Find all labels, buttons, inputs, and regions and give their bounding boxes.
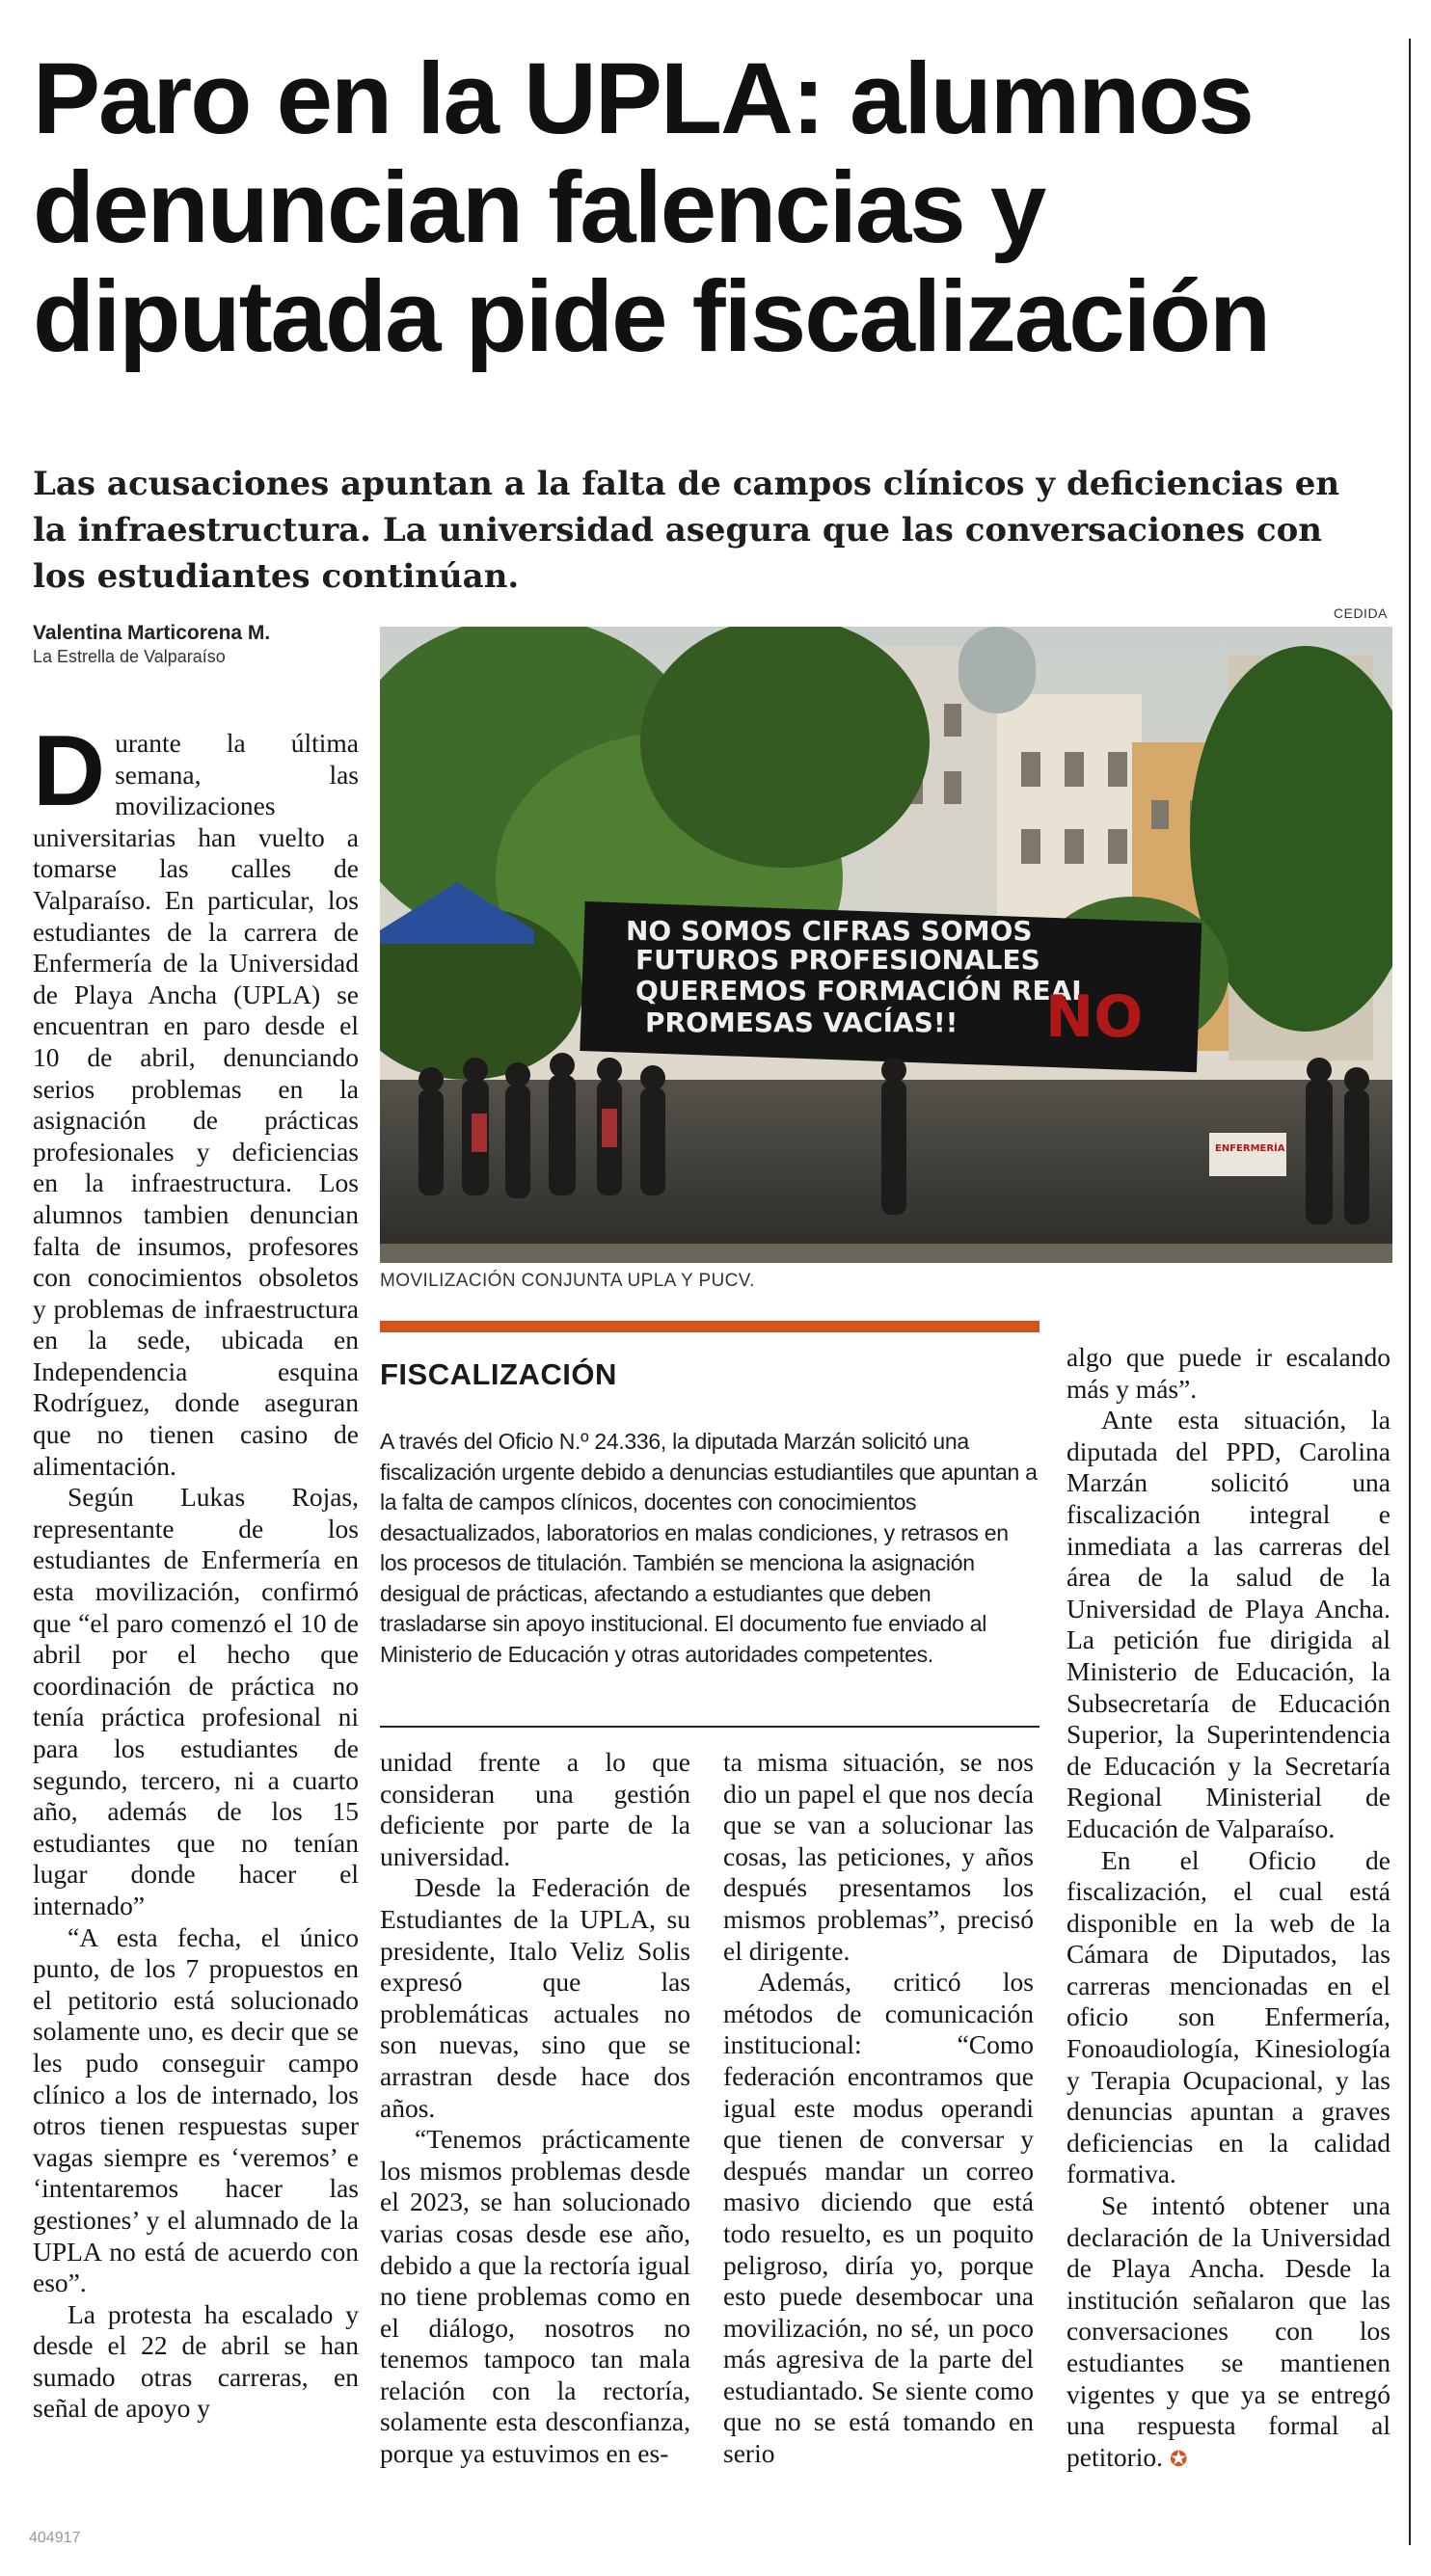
- paragraph-text: urante la última semana, las movilizaciones universitarias han vuelto a tomarse las calles de Valparaíso. En particular, los estudiantes de la carrera de Enfermería de la Universidad de Playa Ancha (UPLA) se encuentran en paro desde el 10 de abril, denunciando serios problemas en la asignación de prácticas profesionales y deficiencias en la infraestructura. Los alumnos tambien denuncian falta de insumos, profesores con conocimientos obsoletos y problemas de infraestructura en la sede, ubicada en Independencia esquina Rodríguez, donde aseguran que no tienen casino de alimentación.: [33, 728, 359, 1481]
- byline: [33, 622, 361, 667]
- body-column-2: [380, 1747, 690, 2470]
- body-paragraph: Además, criticó los métodos de comunicación institucional: “Como federación encontramos que igual este modus operandi que tienen de conversar y después mandar un correo masivo diciendo que está todo resuelto, es un poquito peligroso, diría yo, porque esto puede desembocar una movilización, no sé, un poco más agresiva de la parte del estudiantado. Se siente como que no se está tomando en serio: [723, 1967, 1034, 2469]
- body-paragraph: [1066, 2190, 1390, 2476]
- photo-caption: MOVILIZACIÓN CONJUNTA UPLA Y PUCV.: [380, 1271, 755, 1291]
- body-paragraph: Según Lukas Rojas, representante de los estudiantes de Enfermería en esta movilización, confirmó que “el paro comenzó el 10 de abril por el hecho que coordinación de práctica no tenía práctica profesional ni para los estudiantes de segundo, tercero, ni a cuarto año, además de los 15 estudiantes que no tenían lugar donde hacer el internado”: [33, 1482, 359, 1920]
- banner-no: NO: [1045, 983, 1144, 1051]
- subheadline: Las acusaciones apuntan a la falta de campos clínicos y deficiencias en la infraestructura. La universidad asegura que las conversaciones con los estudiantes continúan.: [33, 465, 1340, 596]
- drop-cap: D: [33, 715, 106, 827]
- body-column-4: [1066, 1342, 1390, 2476]
- sidebar-accent-rule: [380, 1321, 1040, 1332]
- body-paragraph: Ante esta situación, la diputada del PPD, Carolina Marzán solicitó una fiscalización integral e inmediata a las carreras del área de la salud de la Universidad de Playa Ancha. La petición fue dirigida al Ministerio de Educación, la Subsecretaría de Educación Superior, la Superintendencia de Educación y la Secretaría Regional Ministerial de Educación de Valparaíso.: [1066, 1405, 1390, 1843]
- right-column-rule: [1409, 39, 1411, 2545]
- page-id: 404917: [29, 2530, 81, 2546]
- body-paragraph: “A esta fecha, el único punto, de los 7 propuestos en el petitorio está solucionado solamente uno, es decir que se les pudo conseguir campo clínico a los de internado, los otros tienen respuestas super vagas siempre es ‘veremos’ e ‘intentaremos hacer las gestiones’ y el alumnado de la UPLA no está de acuerdo con eso”.: [33, 1921, 359, 2298]
- sign-text: ENFERMERÍA: [1215, 1143, 1285, 1154]
- body-paragraph: La protesta ha escalado y desde el 22 de abril se han sumado otras carreras, en señal de apoyo y: [33, 2298, 359, 2424]
- body-column-3: [723, 1747, 1034, 2470]
- sidebar-title: FISCALIZACIÓN: [380, 1357, 617, 1391]
- body-paragraph: [33, 715, 359, 1482]
- body-paragraph: unidad frente a lo que consideran una gestión deficiente por parte de la universidad.: [380, 1747, 690, 1871]
- sidebar-bottom-rule: [380, 1726, 1040, 1728]
- paragraph-text: Se intentó obtener una declaración de la Universidad de Playa Ancha. Desde la institución señalaron que las conversaciones con los estudiantes se mantienen vigentes y que ya se entregó una respuesta formal al petitorio.: [1066, 2190, 1390, 2472]
- headline: Paro en la UPLA: alumnos denuncian falencias y diputada pide fiscalización: [33, 42, 1270, 373]
- outlet-name: La Estrella de Valparaíso: [33, 647, 226, 666]
- banner-line-2: FUTUROS PROFESIONALES: [635, 944, 1040, 976]
- body-paragraph: algo que puede ir escalando más y más”.: [1066, 1342, 1390, 1404]
- protest-photo: [380, 627, 1392, 1263]
- body-paragraph: ta misma situación, se nos dio un papel el que nos decía que se van a solucionar las cosas, las peticiones, y años después presentamos los mismos problemas”, precisó el dirigente.: [723, 1747, 1034, 1966]
- protest-photo-illustration: [380, 627, 1392, 1263]
- body-paragraph: Desde la Federación de Estudiantes de la UPLA, su presidente, Italo Veliz Solis expresó que las problemáticas actuales no son nuevas, sino que se arrastran desde hace dos años.: [380, 1872, 690, 2123]
- body-paragraph: “Tenemos prácticamente los mismos problemas desde el 2023, se han solucionado varias cosas desde ese año, debido a que la rectoría igual no tiene problemas como en el diálogo, nosotros no tenemos tampoco tan mala relación con la rectoría, solamente esta desconfianza, porque ya estuvimos en es-: [380, 2124, 690, 2469]
- photo-credit: CEDIDA: [1334, 605, 1388, 621]
- banner-line-4: PROMESAS VACÍAS!!: [645, 1006, 958, 1038]
- body-column-1: [33, 715, 359, 2425]
- body-paragraph: En el Oficio de fiscalización, el cual está disponible en la web de la Cámara de Diputados, las carreras mencionadas en el oficio son Enfermería, Fonoaudiología, Kinesiología y Terapia Ocupacional, y las denuncias apuntan a graves deficiencias en la calidad formativa.: [1066, 1844, 1390, 2189]
- sidebar-body: A través del Oficio N.º 24.336, la diputada Marzán solicitó una fiscalización urgente debido a denuncias estudiantiles que apuntan a la falta de campos clínicos, docentes con conocimientos desactualizados, laboratorios en malas condiciones, y retrasos en los procesos de titulación. También se menciona la asignación desigual de prácticas, afectando a estudiantes que deben trasladarse sin apoyo institucional. El documento fue enviado al Ministerio de Educación y otras autoridades competentes.: [380, 1429, 1038, 1667]
- banner-line-3: QUEREMOS FORMACIÓN REAL: [635, 975, 1090, 1006]
- author-name: Valentina Marticorena M.: [33, 622, 271, 644]
- banner-line-1: NO SOMOS CIFRAS SOMOS: [626, 915, 1033, 947]
- end-of-article-icon: ✪: [1169, 2447, 1188, 2472]
